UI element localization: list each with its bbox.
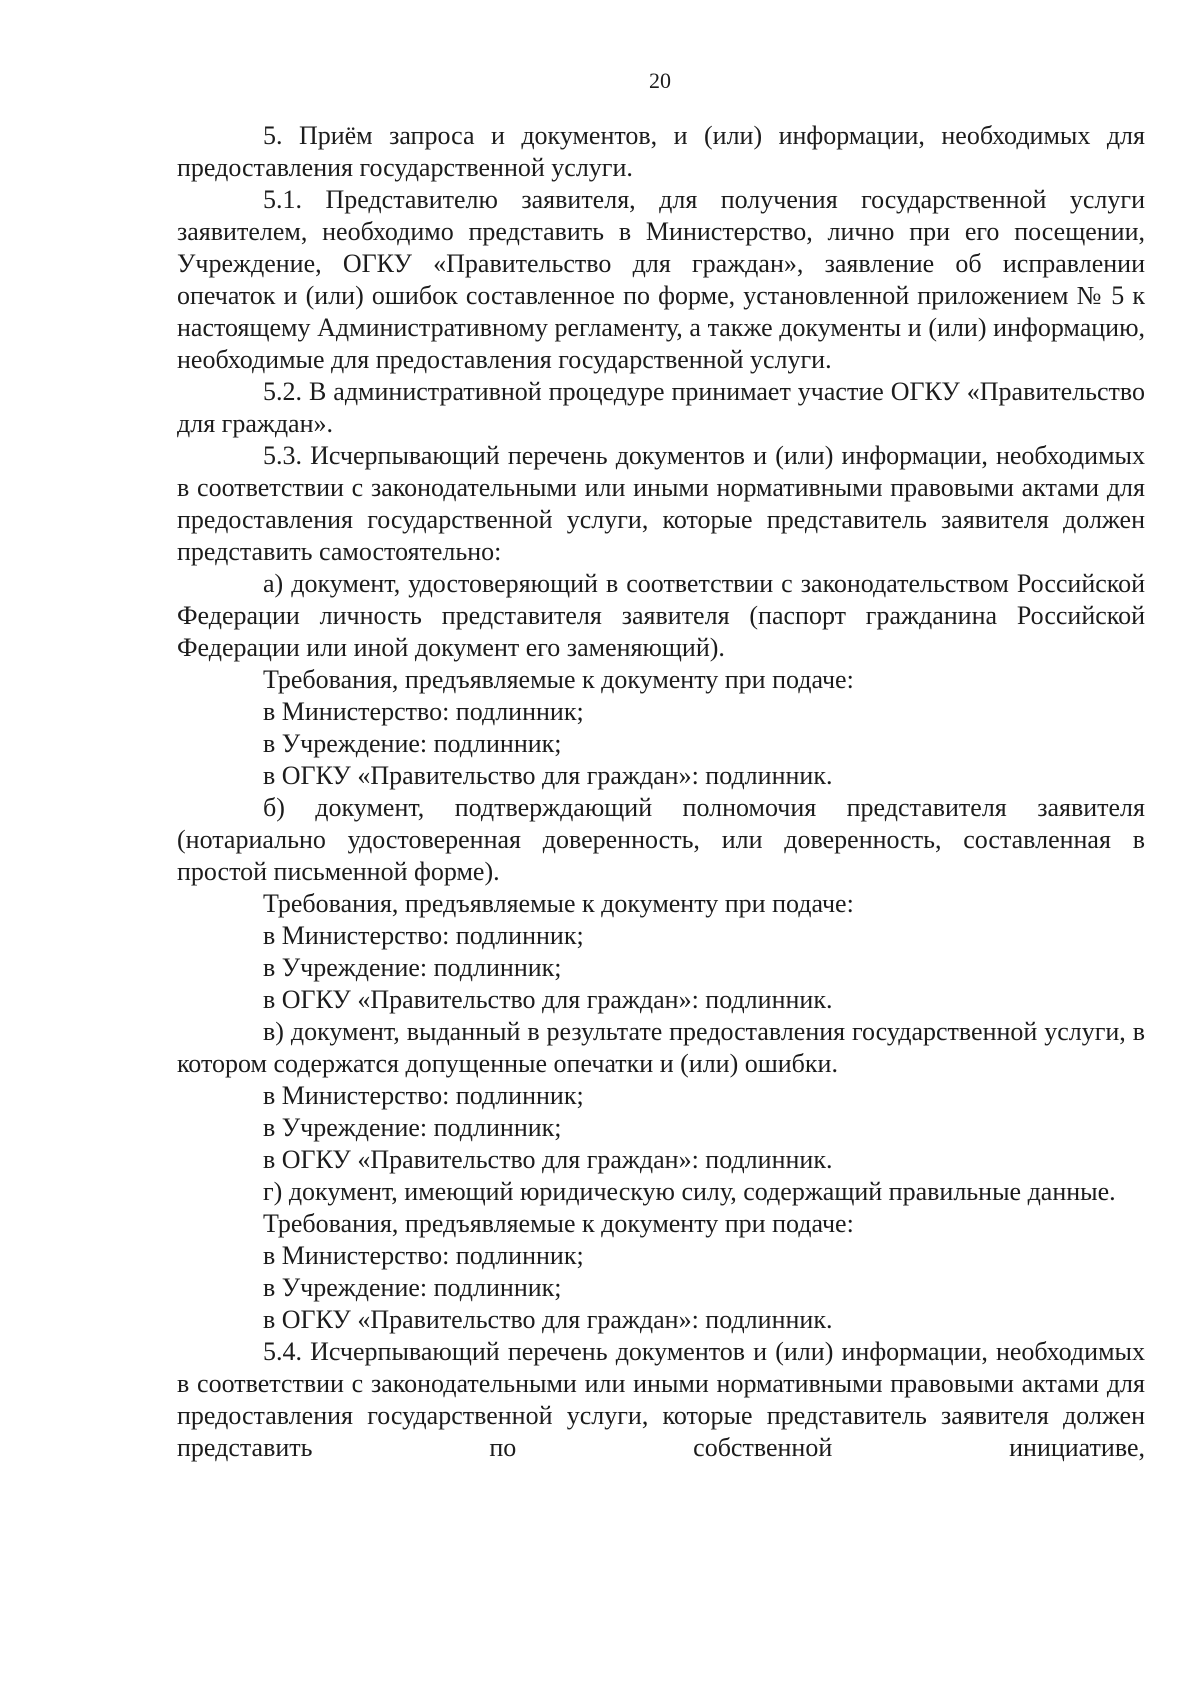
paragraph: Требования, предъявляемые к документу при подаче:: [263, 889, 854, 918]
document-body: [177, 120, 1145, 1464]
paragraph: Требования, предъявляемые к документу при подаче:: [263, 665, 854, 694]
paragraph: а) документ, удостоверяющий в соответствии с законодательством Российской Федерации личность представителя заявителя (паспорт гражданина Российской Федерации или иной документ его заменяющий).: [177, 569, 1145, 662]
paragraph: в Министерство: подлинник;: [263, 697, 584, 726]
paragraph: в Министерство: подлинник;: [263, 1081, 584, 1110]
paragraph: в Министерство: подлинник;: [263, 1241, 584, 1270]
paragraph: в Учреждение: подлинник;: [263, 1273, 562, 1302]
paragraph: в ОГКУ «Правительство для граждан»: подлинник.: [263, 1145, 833, 1174]
paragraph: в ОГКУ «Правительство для граждан»: подлинник.: [263, 761, 833, 790]
paragraph: в Учреждение: подлинник;: [263, 729, 562, 758]
paragraph: в ОГКУ «Правительство для граждан»: подлинник.: [263, 1305, 833, 1334]
paragraph: 5.1. Представителю заявителя, для получения государственной услуги заявителем, необходимо представить в Министерство, лично при его посещении, Учреждение, ОГКУ «Правительство для граждан», заявление об исправлении опечаток и (или) ошибок составленное по форме, установленной приложением № 5 к настоящему Административному регламенту, а также документы и (или) информацию, необходимые для предоставления государственной услуги.: [177, 185, 1145, 374]
paragraph: 5. Приём запроса и документов, и (или) информации, необходимых для предоставления государственной услуги.: [177, 121, 1145, 182]
paragraph: в Учреждение: подлинник;: [263, 953, 562, 982]
paragraph: в Министерство: подлинник;: [263, 921, 584, 950]
paragraph: в ОГКУ «Правительство для граждан»: подлинник.: [263, 985, 833, 1014]
page-number: 20: [649, 68, 671, 93]
paragraph: б) документ, подтверждающий полномочия представителя заявителя (нотариально удостоверенная доверенность, или доверенность, составленная в простой письменной форме).: [177, 793, 1145, 886]
paragraph: в) документ, выданный в результате предоставления государственной услуги, в котором содержатся допущенные опечатки и (или) ошибки.: [177, 1017, 1145, 1078]
paragraph: г) документ, имеющий юридическую силу, содержащий правильные данные.: [263, 1177, 1116, 1206]
paragraph: 5.4. Исчерпывающий перечень документов и (или) информации, необходимых в соответствии с законодательными или иными нормативными правовыми актами для предоставления государственной услуги, которые представитель заявителя должен представить по собственной инициативе,: [177, 1337, 1145, 1462]
paragraph: Требования, предъявляемые к документу при подаче:: [263, 1209, 854, 1238]
paragraph: 5.3. Исчерпывающий перечень документов и (или) информации, необходимых в соответствии с законодательными или иными нормативными правовыми актами для предоставления государственной услуги, которые представитель заявителя должен представить самостоятельно:: [177, 441, 1145, 566]
paragraph: в Учреждение: подлинник;: [263, 1113, 562, 1142]
paragraph: 5.2. В административной процедуре принимает участие ОГКУ «Правительство для граждан».: [177, 377, 1145, 438]
